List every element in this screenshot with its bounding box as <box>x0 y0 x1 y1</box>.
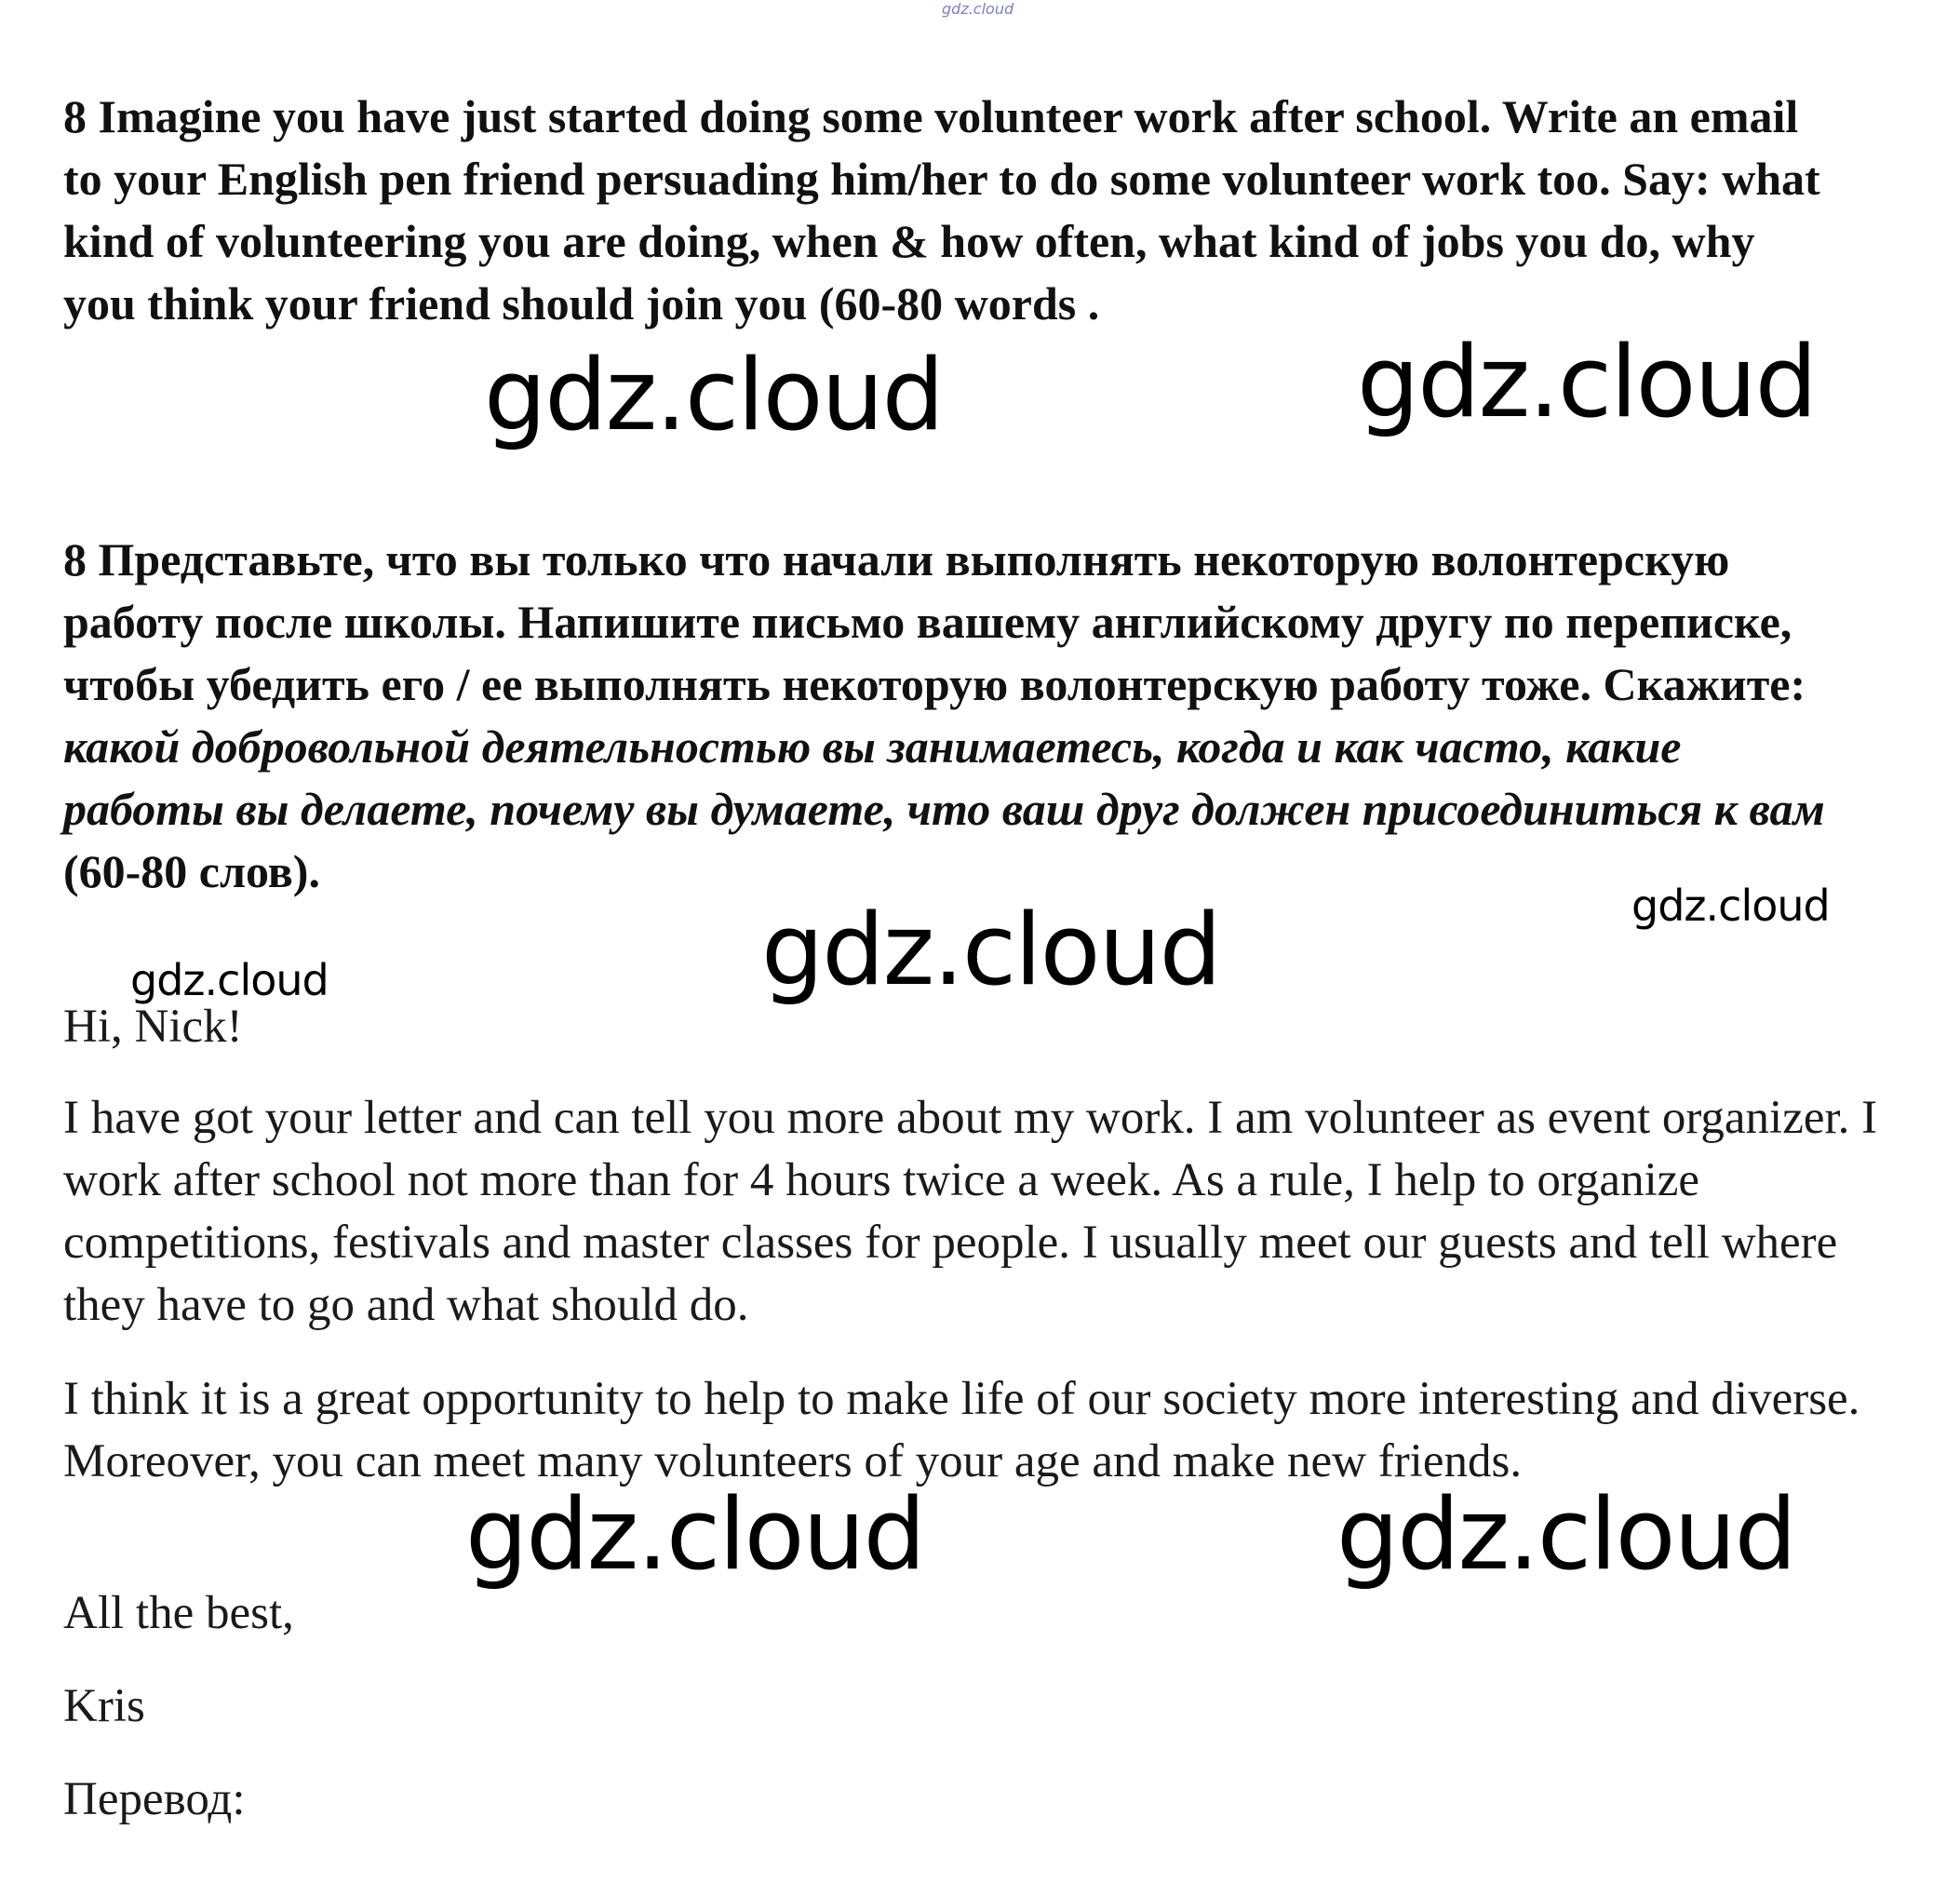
task-english: 8 Imagine you have just started doing some volunteer work after school. Write an email to your English pen friend persuading him/her to do some volunteer work too. Say: what kind of volunteering you are doing, when & how often, what kind of jobs you do, why you think your friend should join you (60-80 words . <box>63 90 1820 330</box>
watermark: gdz.cloud <box>1357 325 1816 439</box>
letter-greeting: Hi, Nick! <box>63 1001 243 1053</box>
task-russian-intro: 8 Представьте, что вы только что начали выполнять некоторую волонтерскую работу после школы. Напишите письмо вашему английскому другу по переписке, чтобы убедить его / ее выполнять некоторую волонтерскую работу тоже. Скажите: <box>63 533 1806 710</box>
task-russian-ending: (60-80 слов). <box>63 845 320 897</box>
letter-paragraph-1: I have got your letter and can tell you more about my work. I am volunteer as event organizer. I work after school not more than for 4 hours twice a week. As a rule, I help to organize competitions, festivals and master classes for people. I usually meet our guests and tell where they have to go and what should do. <box>63 1092 1878 1331</box>
letter-closing: All the best, <box>63 1587 294 1639</box>
letter-paragraph-2: I think it is a great opportunity to help to make life of our society more interesting and diverse. Moreover, you can meet many volunteers of your age and make new friends. <box>63 1373 1860 1487</box>
watermark: gdz.cloud <box>484 338 943 452</box>
watermark: gdz.cloud <box>1631 881 1830 931</box>
letter-signature: Kris <box>63 1680 145 1732</box>
watermark: gdz.cloud <box>130 955 329 1005</box>
task-russian-italic: какой добровольной деятельностью вы занимаетесь, когда и как часто, какие работы вы делаете, почему вы думаете, что ваш друг должен присоединиться к вам <box>63 720 1825 835</box>
watermark-top: gdz.cloud <box>942 0 1014 18</box>
watermark: gdz.cloud <box>465 1477 924 1592</box>
task-russian <box>63 529 1832 903</box>
translation-label: Перевод: <box>63 1773 246 1825</box>
watermark: gdz.cloud <box>1336 1477 1795 1592</box>
watermark: gdz.cloud <box>761 893 1220 1007</box>
